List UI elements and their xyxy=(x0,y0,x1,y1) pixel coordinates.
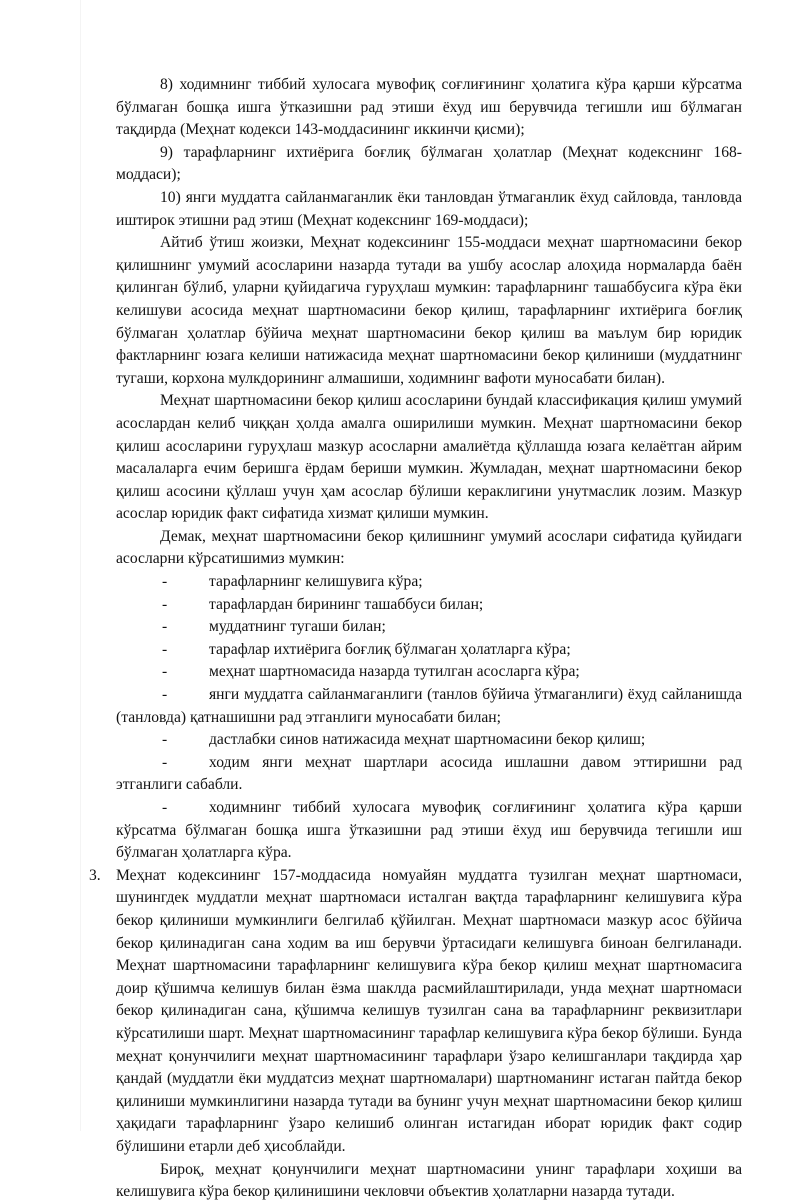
dash-marker: - xyxy=(162,731,168,749)
document-body xyxy=(89,74,742,1204)
list-item xyxy=(116,797,742,865)
list-item-text: меҳнат шартномасида назарда тутилган асосларга кўра; xyxy=(209,663,580,681)
dash-marker: - xyxy=(162,618,168,636)
grounds-list xyxy=(116,571,742,865)
list-item xyxy=(116,639,742,662)
dash-marker: - xyxy=(162,686,168,704)
list-item-text: тарафлардан бирининг ташаббуси билан; xyxy=(209,595,484,613)
list-item-text: тарафларнинг келишувига кўра; xyxy=(209,573,423,591)
paragraph-article-155: Айтиб ўтиш жоизки, Меҳнат кодексининг 155-моддаси меҳнат шартномасини бекор қилишнинг умумий асосларини назарда тутади ва ушбу асослар алоҳида нормаларда баён қилинган бўлиб, уларни қуйидагича гуруҳлаш мумкин: тарафларнинг ташаббусига кўра ёки келишуви асосида меҳнат шартномасини бекор қилиш, тарафларнинг ихтиёрига боғлиқ бўлмаган ҳолатлар бўйича меҳнат шартномасини бекор қилиш ва маълум бир юридик фактларнинг юзага келиши натижасида меҳнат шартномасини бекор қилиниши (муддатнинг тугаши, корхона мулкдорининг алмашиши, ходимнинг вафоти муносабати билан). xyxy=(116,234,742,387)
paragraph-item-9: 9) тарафларнинг ихтиёрига боғлиқ бўлмаган ҳолатлар (Меҳнат кодекснинг 168-моддаси); xyxy=(116,143,742,184)
paragraph-classification: Меҳнат шартномасини бекор қилиш асосларини бундай классификация қилиш умумий асослардан келиб чиққан ҳолда амалга оширилиши мумкин. Меҳнат шартномасини бекор қилиш асосларини гуруҳлаш мазкур асосларни амалиётда қўллашда юзага келаётган айрим масалаларга ечим беришга ёрдам бериши мумкин. Жумладан, меҳнат шартномасини бекор қилиш асосини қўллаш учун ҳам асослар бўлиши кераклигини унутмаслик лозим. Мазкур асослар юридик факт сифатида хизмат қилиши мумкин. xyxy=(116,392,742,523)
list-item xyxy=(116,684,742,729)
dash-marker: - xyxy=(162,663,168,681)
paragraph-conclusion: Бироқ, меҳнат қонунчилиги меҳнат шартномасини унинг тарафлари хоҳиши ва келишувига кўра бекор қилинишини чекловчи объектив ҳолатларни назарда тутади. xyxy=(116,1160,742,1201)
paragraph-item-8: 8) ходимнинг тиббий хулосага мувофиқ соғлиғининг ҳолатига кўра қарши кўрсатма бўлмаган бошқа ишга ўтказишни рад этиши ёхуд иш берувчида тегишли иш бўлмаган тақдирда (Меҳнат кодекси 143-моддасининг иккинчи қисми); xyxy=(116,76,742,139)
list-item-text: ходим янги меҳнат шартлари асосида ишлашни давом эттиришни рад этганлиги сабабли. xyxy=(116,753,742,794)
dash-marker: - xyxy=(162,573,168,591)
list-item-text: муддатнинг тугаши билан; xyxy=(209,618,386,636)
numbered-item-3 xyxy=(89,865,742,1159)
page-margin-line xyxy=(80,0,81,1131)
list-item-text: ходимнинг тиббий хулосага мувофиқ соғлиғининг ҳолатига кўра қарши кўрсатма бўлмаган бошқа ишга ўтказишни рад этиши ёхуд иш берувчида тегишли иш бўлмаган ҳолатларга кўра. xyxy=(116,799,742,862)
list-item-text: дастлабки синов натижасида меҳнат шартномасини бекор қилиш; xyxy=(209,731,646,749)
list-item-text: янги муддатга сайланмаганлиги (танлов бўйича ўтмаганлиги) ёхуд сайланишда (танловда) қатнашишни рад этганлиги муносабати билан; xyxy=(116,686,742,726)
dash-marker: - xyxy=(162,799,168,816)
list-item xyxy=(116,616,742,639)
dash-marker: - xyxy=(162,753,168,771)
dash-marker: - xyxy=(162,640,168,658)
item-number: 3. xyxy=(89,866,101,884)
list-item xyxy=(116,729,742,752)
list-item xyxy=(116,661,742,684)
list-item xyxy=(116,752,742,797)
list-item xyxy=(116,594,742,617)
dash-marker: - xyxy=(162,595,168,613)
paragraph-grounds-intro: Демак, меҳнат шартномасини бекор қилишнинг умумий асослари сифатида қуйидаги асосларни кўрсатишимиз мумкин: xyxy=(116,527,742,568)
list-item xyxy=(116,571,742,594)
numbered-item-text: Меҳнат кодексининг 157-моддасида номуайян муддатга тузилган меҳнат шартномаси, шунингдек муддатли меҳнат шартномаси исталган вақтда тарафларнинг келишувига кўра бекор қилиниши мумкинлиги белгилаб қўйилган. Меҳнат шартномаси мазкур асос бўйича бекор қилинадиган сана ходим ва иш берувчи ўртасидаги келишувга биноан белгиланади. Меҳнат шартномасини тарафларнинг келишувига кўра бекор қилиш меҳнат шартномасига доир қўшимча келишув билан ёзма шаклда расмийлаштирилади, унда меҳнат шартномаси бекор қилинадиган сана, қўшимча келишув тузилган сана ва тарафларнинг реквизитлари кўрсатилиши шарт. Меҳнат шартномасининг тарафлар келишувига кўра бекор бўлиши. Бунда меҳнат қонунчилиги меҳнат шартномасининг тарафлари ўзаро келишганлари тақдирда ҳар қандай (муддатли ёки муддатсиз меҳнат шартномалари) шартноманинг истаган пайтда бекор қилиниши мумкинлигини назарда тутади ва бунинг учун меҳнат шартномасини бекор қилиш ҳақидаги тарафларнинг ўзаро келишиб олинган истагидан иборат юридик факт содир бўлишини етарли деб ҳисоблайди. xyxy=(116,866,742,1155)
paragraph-item-10: 10) янги муддатга сайланмаганлик ёки танловдан ўтмаганлик ёхуд сайловда, танловда иштирок этишни рад этиш (Меҳнат кодекснинг 169-моддаси); xyxy=(116,188,742,229)
list-item-text: тарафлар ихтиёрига боғлиқ бўлмаган ҳолатларга кўра; xyxy=(209,640,571,658)
